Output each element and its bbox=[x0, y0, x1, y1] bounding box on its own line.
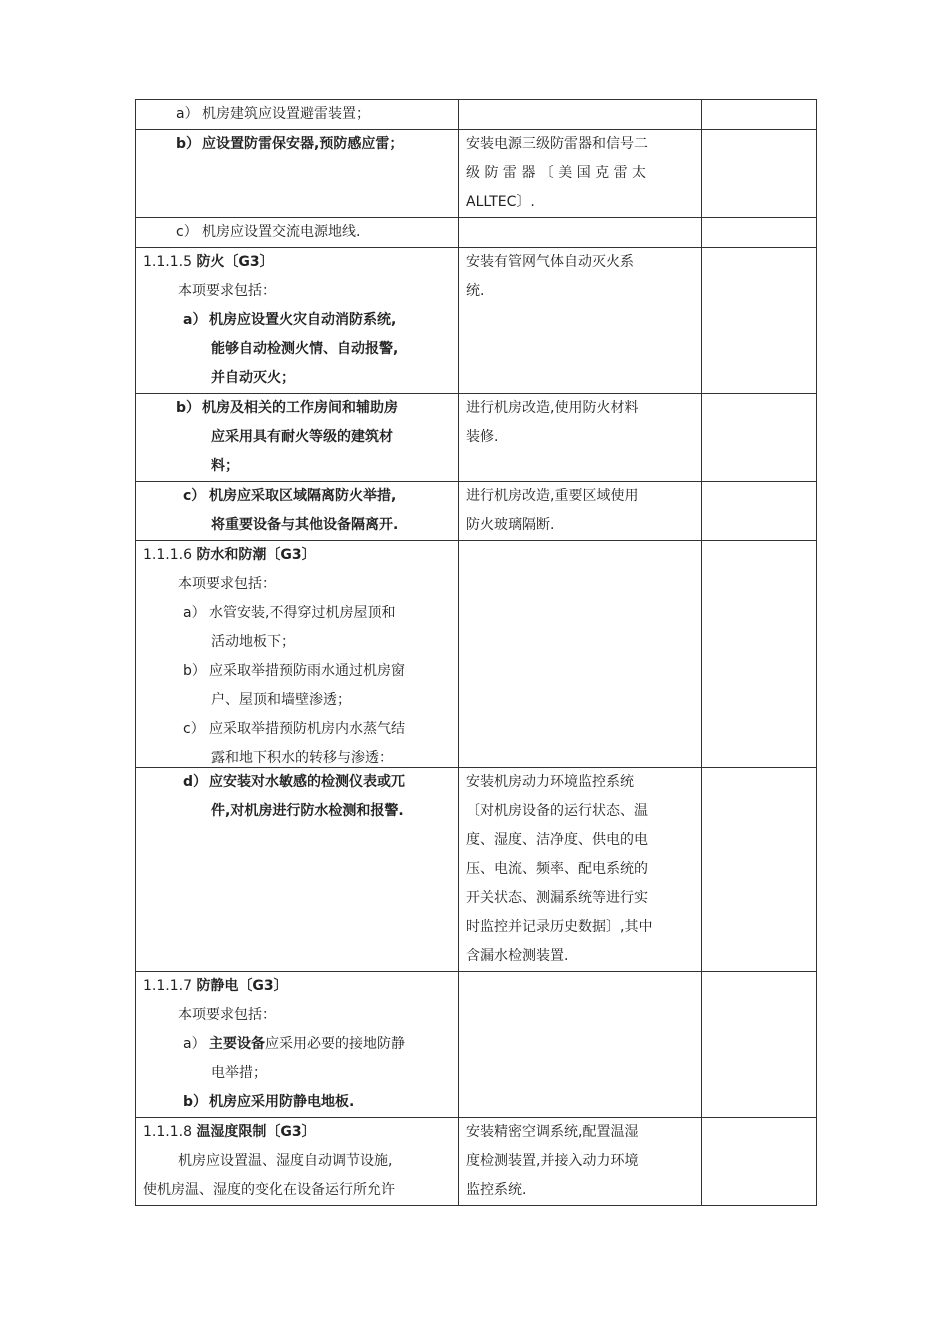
item-text-cont: 件,对机房进行防水检测和报警. bbox=[211, 803, 404, 819]
measure-line: 防火玻璃隔断. bbox=[466, 517, 555, 533]
note-cell bbox=[702, 768, 817, 972]
requirement-cell bbox=[136, 768, 459, 972]
section-number: 1.1.1.7 bbox=[143, 978, 192, 994]
item-label: b） bbox=[176, 136, 201, 152]
measure-line: 进行机房改造,使用防火材料 bbox=[466, 400, 639, 416]
table-row bbox=[136, 482, 817, 541]
item-text-cont: 应采用具有耐火等级的建筑材 bbox=[211, 429, 393, 445]
requirement-cell bbox=[136, 130, 459, 218]
note-cell bbox=[702, 972, 817, 1118]
measure-cell bbox=[459, 130, 702, 218]
section-number: 1.1.1.6 bbox=[143, 547, 192, 563]
note-cell bbox=[702, 394, 817, 482]
item-text-bold: 主要设备 bbox=[209, 1036, 265, 1052]
section-title: 防水和防潮〔G3〕 bbox=[196, 547, 316, 563]
requirement-cell bbox=[136, 541, 459, 768]
item-text-cont: 将重要设备与其他设备隔离开. bbox=[211, 517, 399, 533]
item-label: a） bbox=[183, 605, 206, 621]
table-row bbox=[136, 130, 817, 218]
measure-line: 〔对机房设备的运行状态、温 bbox=[466, 803, 648, 819]
section-title: 温湿度限制〔G3〕 bbox=[196, 1124, 316, 1140]
item-text-cont: 户、屋顶和墙壁渗透； bbox=[211, 692, 351, 708]
section-title: 防火〔G3〕 bbox=[196, 254, 274, 270]
section-intro: 本项要求包括： bbox=[178, 283, 276, 299]
item-label: c） bbox=[183, 488, 206, 504]
requirement-cell bbox=[136, 1118, 459, 1206]
item-text: 应采用必要的接地防静 bbox=[265, 1036, 405, 1052]
measure-line: 含漏水检测装置. bbox=[466, 948, 569, 964]
item-text-cont: 露和地下积水的转移与渗透： bbox=[211, 750, 393, 766]
item-text-cont: 并自动灭火； bbox=[211, 370, 295, 386]
section-heading bbox=[143, 248, 455, 277]
table-row bbox=[136, 248, 817, 394]
table-row bbox=[136, 218, 817, 248]
item-label: b） bbox=[183, 663, 206, 679]
table-row bbox=[136, 541, 817, 768]
item-label: d） bbox=[183, 774, 208, 790]
item-text: 应采取举措预防雨水通过机房窗 bbox=[209, 663, 405, 679]
requirement-cell bbox=[136, 100, 459, 130]
measure-line: 安装有管网气体自动灭火系 bbox=[466, 254, 634, 270]
section-heading bbox=[143, 972, 455, 1001]
measure-line: 安装机房动力环境监控系统 bbox=[466, 774, 634, 790]
measure-line: 安装精密空调系统,配置温湿 bbox=[466, 1124, 639, 1140]
measure-cell bbox=[459, 541, 702, 768]
note-cell bbox=[702, 1118, 817, 1206]
measure-cell bbox=[459, 972, 702, 1118]
measure-line: 压、电流、频率、配电系统的 bbox=[466, 861, 648, 877]
requirement-cell bbox=[136, 248, 459, 394]
item-text: 水管安装,不得穿过机房屋顶和 bbox=[209, 605, 396, 621]
measure-line: 度检测装置,并接入动力环境 bbox=[466, 1153, 639, 1169]
note-cell bbox=[702, 100, 817, 130]
note-cell bbox=[702, 541, 817, 768]
section-heading bbox=[143, 541, 455, 570]
note-cell bbox=[702, 482, 817, 541]
item-text: 应采取举措预防机房内水蒸气结 bbox=[209, 721, 405, 737]
requirement-cell bbox=[136, 394, 459, 482]
item-text: 机房应设置火灾自动消防系统, bbox=[209, 312, 397, 328]
section-title: 防静电〔G3〕 bbox=[196, 978, 288, 994]
item-text: 机房应采取区域隔离防火举措, bbox=[209, 488, 397, 504]
item-text: 机房应采用防静电地板. bbox=[209, 1094, 355, 1110]
measure-line: 度、湿度、洁净度、供电的电 bbox=[466, 832, 648, 848]
paragraph-line: 使机房温、湿度的变化在设备运行所允许 bbox=[143, 1182, 395, 1198]
item-label: b） bbox=[183, 1094, 208, 1110]
item-label: b） bbox=[176, 400, 201, 416]
item-text: 应安装对水敏感的检测仪表或兀 bbox=[209, 774, 405, 790]
paragraph-line: 机房应设置温、湿度自动调节设施, bbox=[178, 1153, 393, 1169]
measure-line: 时监控并记录历史数据〕,其中 bbox=[466, 919, 653, 935]
item-label: c） bbox=[176, 224, 198, 240]
item-label: a） bbox=[183, 1036, 206, 1052]
measure-line: ALLTEC〕. bbox=[466, 194, 535, 210]
measure-line: 统. bbox=[466, 283, 485, 299]
section-heading bbox=[143, 1118, 456, 1147]
item-label: a） bbox=[176, 106, 199, 122]
requirement-cell bbox=[136, 218, 459, 248]
table-row bbox=[136, 768, 817, 972]
measure-line: 监控系统. bbox=[466, 1182, 527, 1198]
item-text: 机房应设置交流电源地线. bbox=[202, 224, 361, 240]
item-text-cont: 料； bbox=[211, 458, 239, 474]
item-text: 应设置防雷保安器,预防感应雷； bbox=[202, 136, 404, 152]
requirement-cell bbox=[136, 482, 459, 541]
section-intro: 本项要求包括： bbox=[178, 576, 276, 592]
measure-cell bbox=[459, 100, 702, 130]
measure-line: 装修. bbox=[466, 429, 499, 445]
measure-cell bbox=[459, 394, 702, 482]
section-number: 1.1.1.8 bbox=[143, 1124, 192, 1140]
measure-cell bbox=[459, 1118, 702, 1206]
note-cell bbox=[702, 218, 817, 248]
section-intro: 本项要求包括： bbox=[178, 1007, 276, 1023]
item-text: 机房及相关的工作房间和辅助房 bbox=[202, 400, 398, 416]
measure-line: 级 防 雷 器 〔 美 国 克 雷 太 bbox=[466, 165, 647, 181]
note-cell bbox=[702, 248, 817, 394]
item-text-cont: 电举措； bbox=[211, 1065, 267, 1081]
requirement-cell bbox=[136, 972, 459, 1118]
measure-cell bbox=[459, 248, 702, 394]
requirements-table bbox=[135, 99, 817, 1206]
table-row bbox=[136, 394, 817, 482]
item-text-cont: 能够自动检测火情、自动报警, bbox=[211, 341, 399, 357]
section-number: 1.1.1.5 bbox=[143, 254, 192, 270]
measure-cell bbox=[459, 768, 702, 972]
measure-line: 开关状态、测漏系统等进行实 bbox=[466, 890, 648, 906]
item-label: c） bbox=[183, 721, 205, 737]
measure-cell bbox=[459, 482, 702, 541]
measure-cell bbox=[459, 218, 702, 248]
note-cell bbox=[702, 130, 817, 218]
item-text: 机房建筑应设置避雷装置； bbox=[202, 106, 370, 122]
table-row bbox=[136, 100, 817, 130]
measure-line: 安装电源三级防雷器和信号二 bbox=[466, 136, 648, 152]
item-text-cont: 活动地板下； bbox=[211, 634, 295, 650]
table-row bbox=[136, 1118, 817, 1206]
measure-line: 进行机房改造,重要区域使用 bbox=[466, 488, 639, 504]
table-row bbox=[136, 972, 817, 1118]
item-label: a） bbox=[183, 312, 207, 328]
